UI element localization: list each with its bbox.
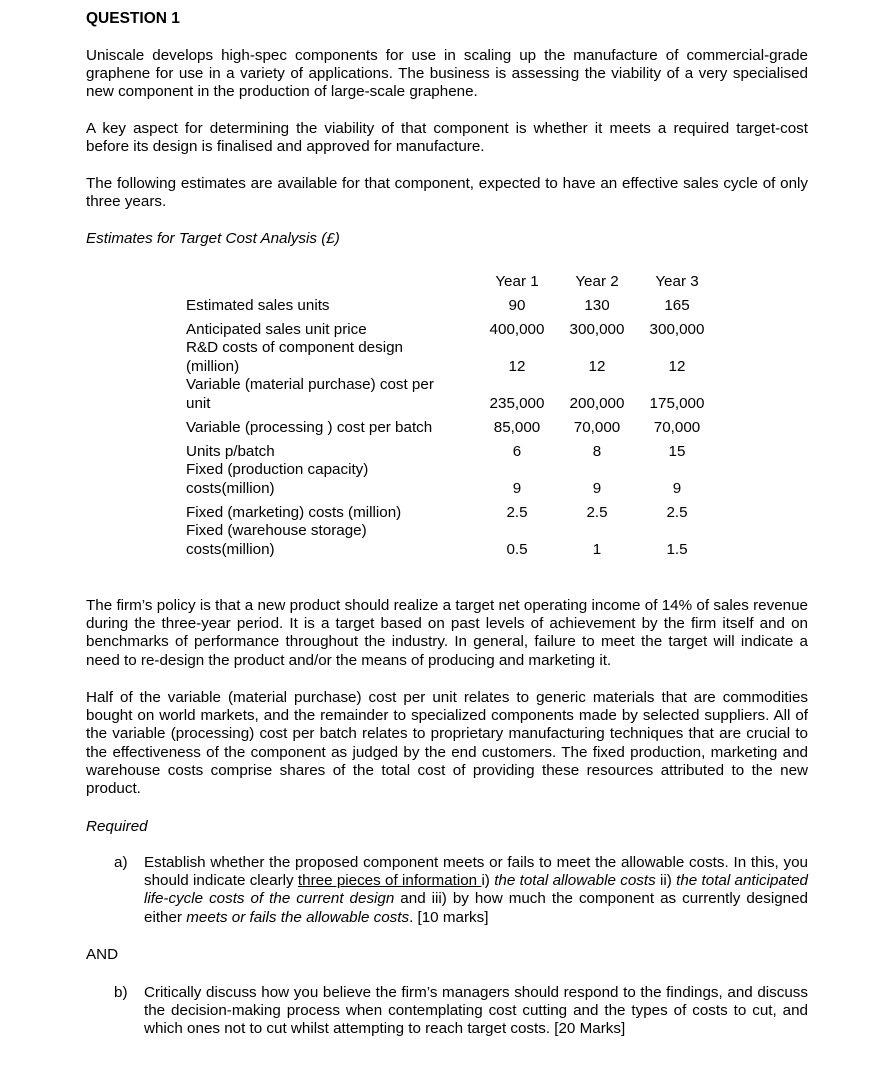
part-a-underlined: three pieces of information	[297, 872, 482, 890]
part-b-text: Critically discuss how you believe the firm’s managers should respond to the findings, and discuss the decision-making process when contemplating cost cutting and the types of costs to cut, and which ones not to cut whilst attempting to reach target costs. [20 Marks]	[144, 984, 808, 1038]
row-label-unit-price: Anticipated sales unit price	[186, 321, 367, 338]
cell-units-per-batch-y1: 6	[512, 443, 522, 460]
year-header-2: Year 2	[575, 273, 619, 290]
cell-rd-costs-y1: 12	[508, 358, 526, 375]
cell-processing-cost-y2: 70,000	[573, 419, 621, 436]
part-a-text-9: . [10 marks]	[409, 908, 489, 926]
cell-warehouse-costs-y1: 0.5	[506, 541, 528, 558]
cell-units-per-batch-y3: 15	[668, 443, 686, 460]
cell-material-cost-y2: 200,000	[569, 395, 625, 412]
policy-paragraph-1: The firm’s policy is that a new product should realize a target net operating income of 14% of sales revenue during the three-year period. It is a target based on past levels of achievement by the firm itself and on benchmarks of performance throughout the industry. In general, failure to meet the target will indicate a need to re-design the product and/or the means of producing and marketing it.	[86, 597, 808, 669]
cell-warehouse-costs-y3: 1.5	[666, 541, 688, 558]
cell-production-costs-y1: 9	[512, 480, 522, 497]
row-label-production-costs-line2: costs(million)	[186, 480, 275, 497]
row-label-rd-costs-line2: (million)	[186, 358, 240, 375]
row-label-warehouse-costs-line2: costs(million)	[186, 541, 275, 558]
part-a-text-1: Establish whether the proposed component meets or fails to meet the allowable costs. In this, you should indicate clearly	[144, 854, 808, 890]
table-caption: Estimates for Target Cost Analysis (£)	[86, 230, 340, 247]
part-a-italic-1: the total allowable costs	[494, 872, 656, 890]
cell-marketing-costs-y3: 2.5	[666, 504, 688, 521]
cell-processing-cost-y3: 70,000	[653, 419, 701, 436]
cell-material-cost-y1: 235,000	[489, 395, 545, 412]
cell-unit-price-y2: 300,000	[569, 321, 625, 338]
row-label-material-cost-line2: unit	[186, 395, 211, 412]
row-label-units-per-batch: Units p/batch	[186, 443, 275, 460]
cell-units-per-batch-y2: 8	[592, 443, 602, 460]
part-b-label: b)	[114, 984, 128, 1001]
part-a-text	[144, 854, 808, 927]
row-label-production-costs-line1: Fixed (production capacity)	[186, 461, 369, 478]
policy-paragraph-2: Half of the variable (material purchase) cost per unit relates to generic materials that are commodities bought on world markets, and the remainder to specialized components made by selected suppliers. All of the variable (processing) cost per batch relates to proprietary manufacturing techniques that are crucial to the effectiveness of the component as judged by the end customers. The fixed production, marketing and warehouse costs comprise shares of the total cost of providing these resources attributed to the new product.	[86, 689, 808, 798]
part-a-text-5: ii)	[655, 872, 677, 890]
cell-rd-costs-y3: 12	[668, 358, 686, 375]
cell-marketing-costs-y1: 2.5	[506, 504, 528, 521]
cell-unit-price-y3: 300,000	[649, 321, 705, 338]
cell-warehouse-costs-y2: 1	[592, 541, 602, 558]
year-header-3: Year 3	[655, 273, 699, 290]
intro-paragraph-2: A key aspect for determining the viability of that component is whether it meets a required target-cost before its design is finalised and approved for manufacture.	[86, 120, 808, 156]
and-connector: AND	[86, 946, 119, 963]
cell-sales-units-y1: 90	[508, 297, 526, 314]
cell-sales-units-y2: 130	[584, 297, 610, 314]
row-label-marketing-costs: Fixed (marketing) costs (million)	[186, 504, 402, 521]
question-heading: QUESTION 1	[86, 10, 180, 27]
cell-unit-price-y1: 400,000	[489, 321, 545, 338]
row-label-sales-units: Estimated sales units	[186, 297, 330, 314]
row-label-processing-cost: Variable (processing ) cost per batch	[186, 419, 433, 436]
row-label-material-cost-line1: Variable (material purchase) cost per	[186, 376, 434, 393]
cell-marketing-costs-y2: 2.5	[586, 504, 608, 521]
row-label-warehouse-costs-line1: Fixed (warehouse storage)	[186, 522, 367, 539]
cell-rd-costs-y2: 12	[588, 358, 606, 375]
cell-production-costs-y3: 9	[672, 480, 682, 497]
row-label-rd-costs-line1: R&D costs of component design	[186, 339, 403, 356]
required-title: Required	[86, 818, 148, 835]
year-header-1: Year 1	[495, 273, 539, 290]
part-a-italic-2: the total anticipated life-cycle costs of the current design	[144, 872, 808, 908]
cell-production-costs-y2: 9	[592, 480, 602, 497]
cell-material-cost-y3: 175,000	[649, 395, 705, 412]
part-a-italic-3: meets or fails the allowable costs	[186, 908, 410, 926]
intro-paragraph-1: Uniscale develops high-spec components for use in scaling up the manufacture of commercial-grade graphene for use in a variety of applications. The business is assessing the viability of a very specialised new component in the production of large-scale graphene.	[86, 47, 808, 101]
part-a-label: a)	[114, 854, 128, 871]
cell-processing-cost-y1: 85,000	[493, 419, 541, 436]
cell-sales-units-y3: 165	[664, 297, 690, 314]
intro-paragraph-3: The following estimates are available for that component, expected to have an effective sales cycle of only three years.	[86, 175, 808, 211]
part-a-text-3: i)	[481, 872, 495, 890]
part-a-text-7: and iii) by how much the component as currently designed either	[144, 890, 809, 926]
